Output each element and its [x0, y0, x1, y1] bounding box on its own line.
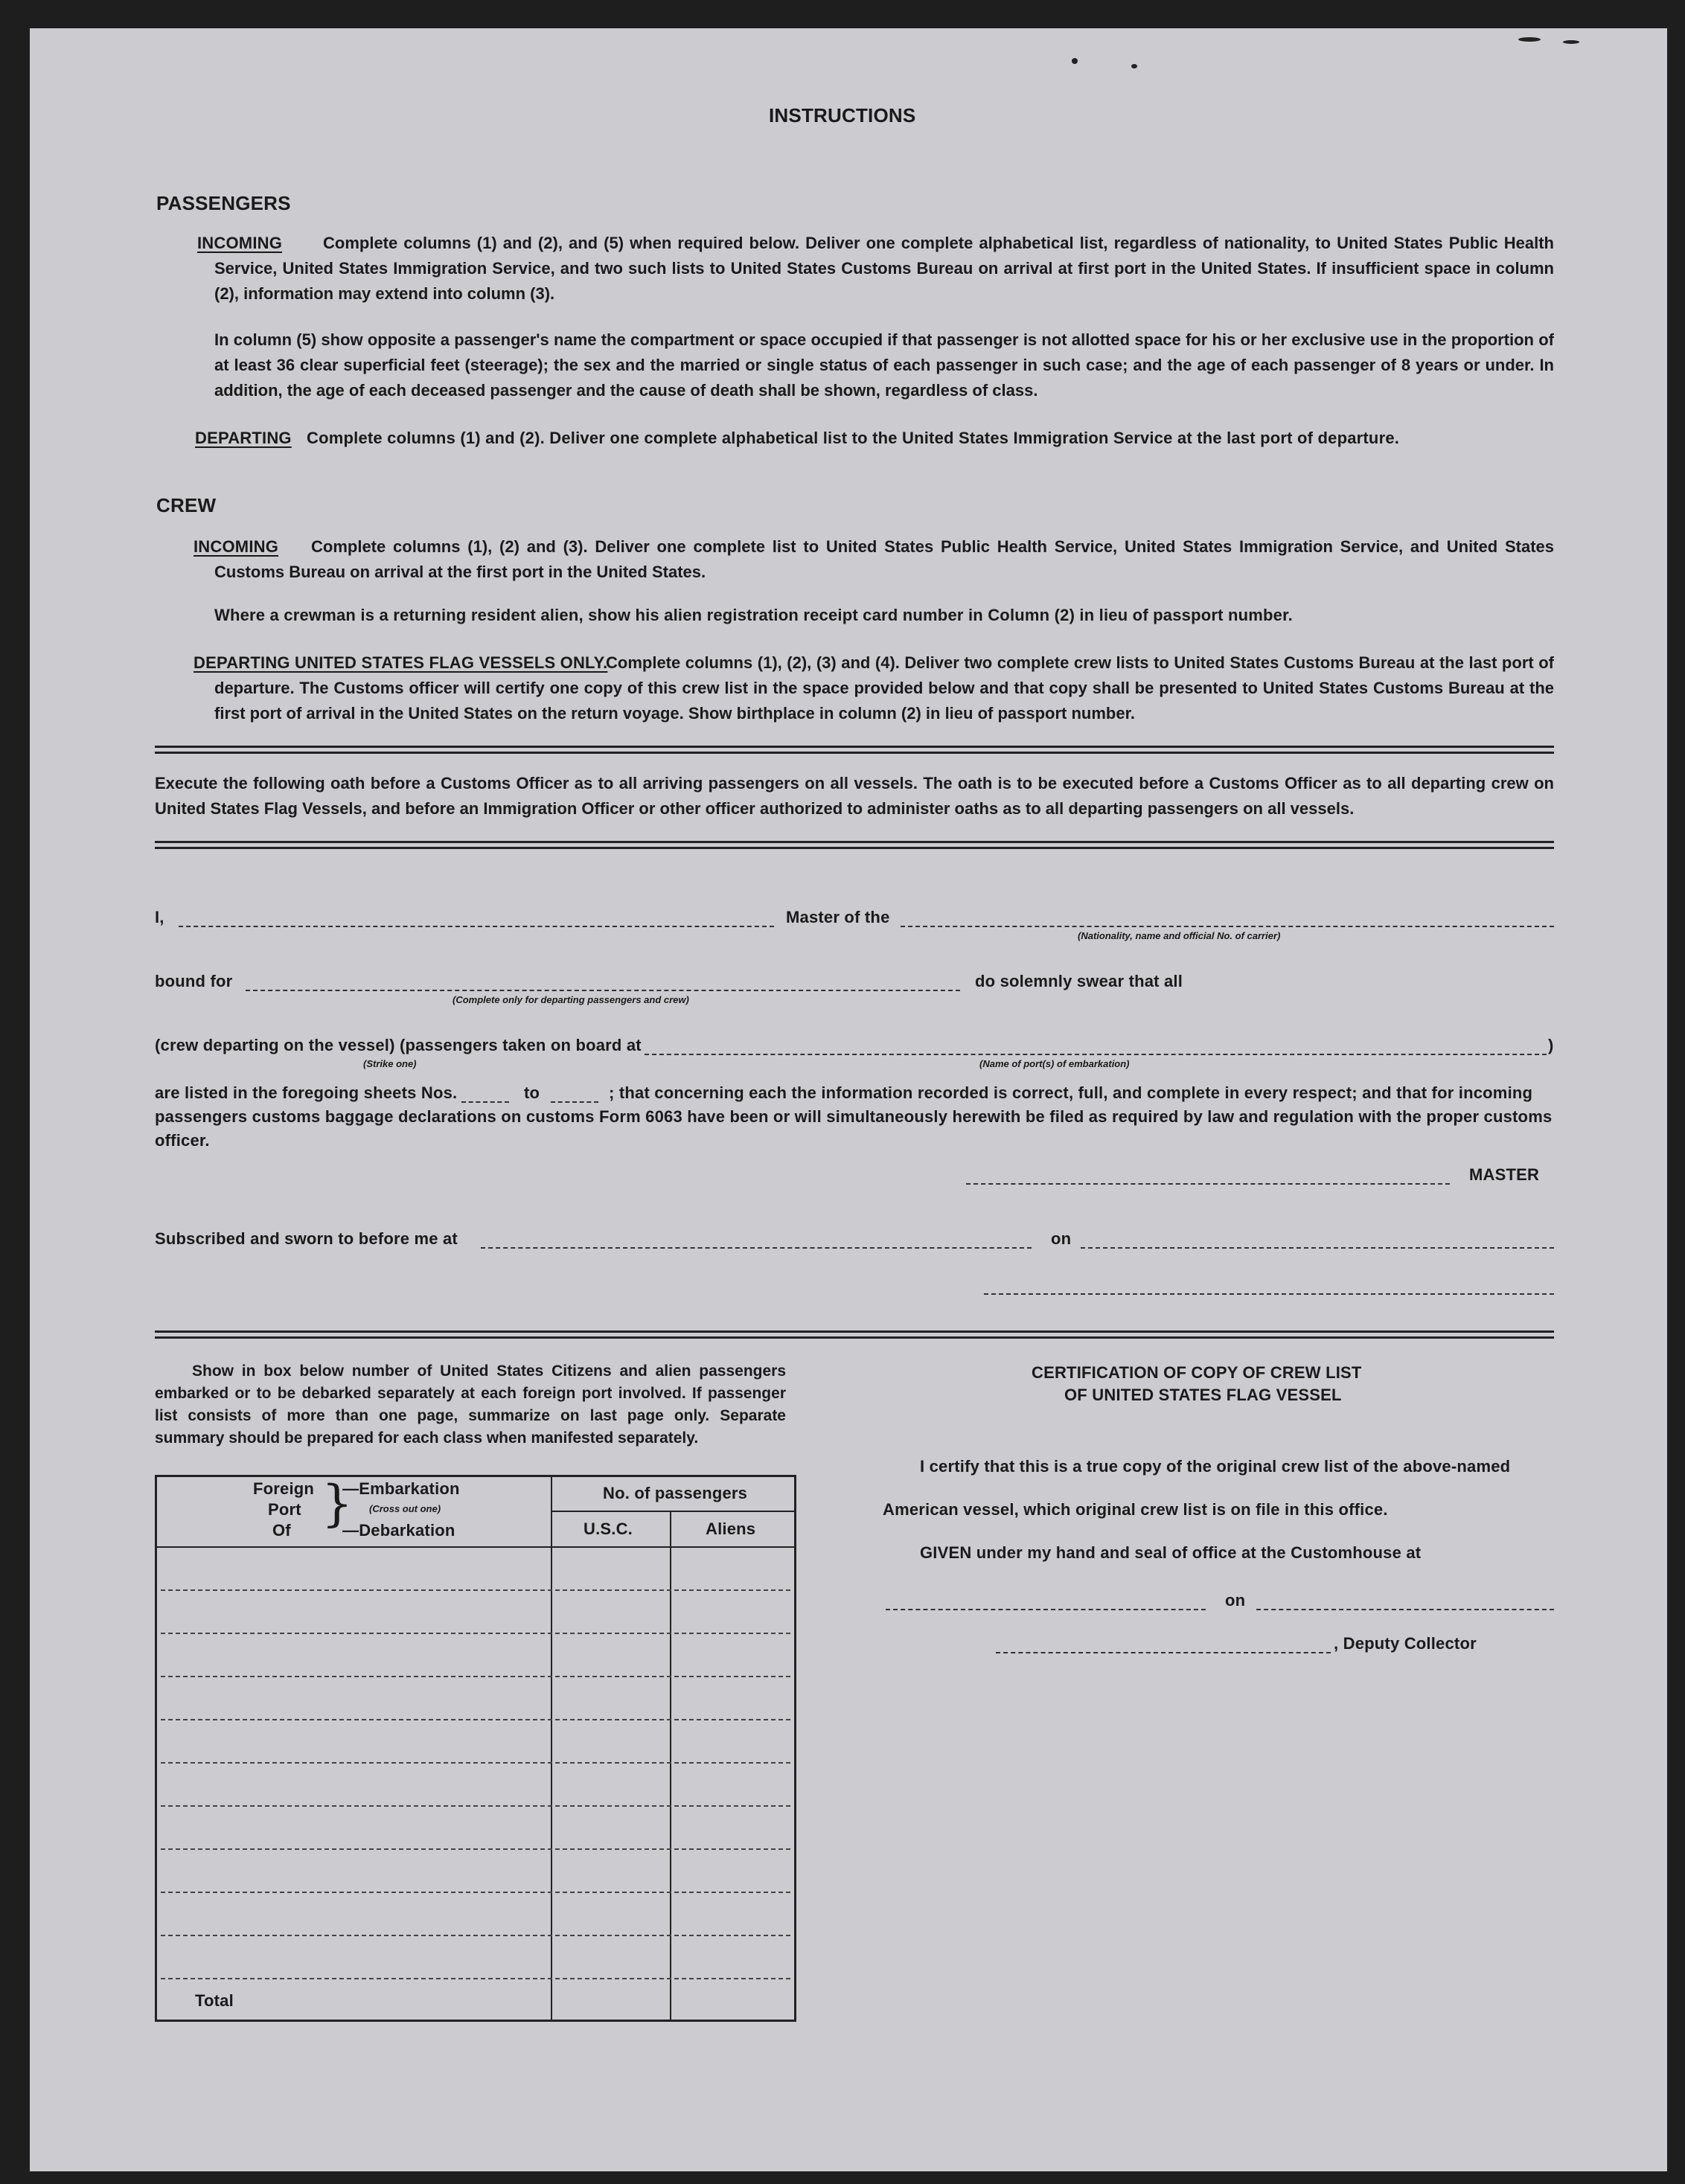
- table-row[interactable]: [161, 1762, 790, 1764]
- bound-for-label: bound for: [155, 972, 233, 990]
- divider-rule: [155, 752, 1554, 754]
- passengers-departing-text: Complete columns (1) and (2). Deliver one complete alphabetical list to the United States Immigration Service at the last port of departure.: [307, 429, 1400, 447]
- divider-rule: [155, 1336, 1554, 1339]
- brace-icon: }: [322, 1475, 353, 1532]
- subscribed-place-field[interactable]: [481, 1247, 1032, 1249]
- scan-speck: [1518, 37, 1541, 42]
- form-page: [30, 28, 1667, 2171]
- to-label: to: [524, 1083, 540, 1102]
- subscribed-on-label: on: [1051, 1229, 1072, 1248]
- certify-text: I certify that this is a true copy of the original crew list of the above-named: [920, 1457, 1511, 1476]
- crew-incoming-label: INCOMING: [194, 537, 279, 556]
- passengers-incoming-text: Complete columns (1) and (2), and (5) when required below. Deliver one complete alphabetical list, regardless of nationality, to United States Public Health Service, United States Immigration Service, and two such lists to United States Customs Bureau on arrival at first port in the United States. If insufficient space in column (2), information may extend into column (3).: [214, 234, 1554, 303]
- carrier-field[interactable]: [901, 926, 1554, 927]
- scan-speck: [1072, 58, 1078, 64]
- divider-rule: [155, 841, 1554, 843]
- sheet-to-field[interactable]: [551, 1101, 598, 1103]
- officer-signature-field[interactable]: [984, 1293, 1554, 1295]
- debarkation-label: —Debarkation: [342, 1521, 455, 1540]
- usc-header: U.S.C.: [583, 1519, 633, 1538]
- listed-prefix: are listed in the foregoing sheets Nos.: [155, 1083, 458, 1102]
- bound-for-field[interactable]: [246, 990, 960, 991]
- subscribed-label: Subscribed and sworn to before me at: [155, 1229, 458, 1248]
- no-passengers-header: No. of passengers: [603, 1484, 748, 1502]
- table-row[interactable]: [161, 1805, 790, 1807]
- crew-resident-text: Where a crewman is a returning resident alien, show his alien registration receipt card number in Column (2) in lieu of passport number.: [214, 606, 1293, 624]
- table-row[interactable]: [161, 1848, 790, 1850]
- sheet-from-field[interactable]: [461, 1101, 509, 1103]
- crew-incoming-text: Complete columns (1), (2) and (3). Deliver one complete list to United States Public Health Service, United States Immigration Service, and United States Customs Bureau on arrival at the first port in the United States.: [214, 537, 1554, 581]
- table-row[interactable]: [161, 1719, 790, 1720]
- passengers-departing-label: DEPARTING: [195, 429, 292, 447]
- crew-heading: CREW: [156, 494, 217, 516]
- crew-departing-label: (crew departing on the vessel) (passengers taken on board at: [155, 1036, 642, 1054]
- master-signature-field[interactable]: [966, 1183, 1450, 1185]
- customhouse-field[interactable]: [886, 1609, 1206, 1610]
- certification-heading-2: OF UNITED STATES FLAG VESSEL: [1064, 1386, 1342, 1404]
- certification-on-label: on: [1225, 1591, 1246, 1610]
- table-row[interactable]: [161, 1589, 790, 1591]
- table-row[interactable]: [161, 1676, 790, 1677]
- close-paren: ): [1548, 1036, 1554, 1054]
- total-label: Total: [195, 1991, 234, 2010]
- certification-date-field[interactable]: [1256, 1609, 1554, 1610]
- scan-speck: [1131, 64, 1137, 68]
- bound-for-note: (Complete only for departing passengers and crew): [453, 994, 689, 1005]
- cross-out-note: (Cross out one): [369, 1503, 441, 1514]
- deputy-collector-field[interactable]: [996, 1652, 1331, 1653]
- listed-text: ; that concerning each the information recorded is correct, full, and complete in every respect; and that for incoming: [609, 1083, 1533, 1102]
- table-divider: [551, 1475, 552, 2022]
- passenger-summary-table: [155, 1475, 796, 2022]
- col-port: Port: [268, 1500, 301, 1519]
- divider-rule: [155, 847, 1554, 849]
- oath-i-label: I,: [155, 908, 164, 926]
- carrier-field-note: (Nationality, name and official No. of carrier): [1078, 930, 1281, 941]
- table-row[interactable]: [161, 1935, 790, 1936]
- divider-rule: [155, 746, 1554, 748]
- scan-speck: [1563, 40, 1579, 44]
- passengers-incoming-label: INCOMING: [197, 234, 283, 252]
- col-of: Of: [272, 1521, 291, 1540]
- table-divider: [670, 1511, 671, 2022]
- table-divider: [551, 1511, 795, 1512]
- embarkation-ports-field[interactable]: [645, 1054, 1547, 1055]
- table-row[interactable]: [161, 1633, 790, 1634]
- summary-intro-text: Show in box below number of United States Citizens and alien passengers embarked or to be debarked separately at each foreign port involved. If passenger list consists of more than one page, summarize on last page only. Separate summary should be prepared for each class when manifested separately.: [155, 1362, 786, 1447]
- solemnly-swear-label: do solemnly swear that all: [975, 972, 1183, 990]
- listed-text-2: passengers customs baggage declarations on customs Form 6063 have been or will simultaneously herewith be filed as required by law and regulation with the proper customs: [155, 1107, 1553, 1126]
- master-label: MASTER: [1469, 1165, 1540, 1184]
- embarkation-ports-note: (Name of port(s) of embarkation): [979, 1058, 1130, 1069]
- master-of-the-label: Master of the: [786, 908, 890, 926]
- passengers-column5-text: In column (5) show opposite a passenger's name the compartment or space occupied if that passenger is not allotted space for his or her exclusive use in the proportion of at least 36 clear superficial feet (steerage); the sex and the married or single status of each passenger in such case; and the age of each passenger of 8 years or under. In addition, the age of each deceased passenger and the cause of death shall be shown, regardless of class.: [214, 330, 1554, 400]
- page-title: INSTRUCTIONS: [769, 104, 916, 127]
- table-row[interactable]: [161, 1978, 790, 1979]
- master-name-field[interactable]: [179, 926, 774, 927]
- table-row[interactable]: [161, 1892, 790, 1893]
- passengers-heading: PASSENGERS: [156, 192, 291, 214]
- deputy-collector-label: , Deputy Collector: [1334, 1634, 1477, 1653]
- crew-departing-label: DEPARTING UNITED STATES FLAG VESSELS ONLY.: [194, 653, 608, 672]
- crew-departing-text: Complete columns (1), (2), (3) and (4). Deliver two complete crew lists to United States Customs Bureau at the last port of departure. The Customs officer will certify one copy of this crew list in the space provided below and that copy shall be presented to United States Customs Bureau at the first port of arrival in the United States on the return voyage. Show birthplace in column (2) in lieu of passport number.: [214, 653, 1554, 723]
- certify-text-2: American vessel, which original crew list is on file in this office.: [883, 1500, 1388, 1519]
- embarkation-label: —Embarkation: [342, 1479, 460, 1498]
- col-foreign: Foreign: [253, 1479, 315, 1498]
- certification-heading-1: CERTIFICATION OF COPY OF CREW LIST: [1032, 1363, 1362, 1382]
- divider-rule: [155, 1330, 1554, 1333]
- strike-one-note: (Strike one): [363, 1058, 417, 1069]
- aliens-header: Aliens: [706, 1519, 756, 1538]
- oath-intro-text: Execute the following oath before a Customs Officer as to all arriving passengers on all vessels. The oath is to be executed before a Customs Officer as to all departing crew on United States Flag Vessels, and before an Immigration Officer or other officer authorized to administer oaths as to all departing passengers on all vessels.: [155, 774, 1554, 818]
- listed-text-3: officer.: [155, 1131, 210, 1150]
- subscribed-date-field[interactable]: [1081, 1247, 1554, 1249]
- given-text: GIVEN under my hand and seal of office at the Customhouse at: [920, 1543, 1422, 1562]
- table-divider: [155, 1546, 796, 1548]
